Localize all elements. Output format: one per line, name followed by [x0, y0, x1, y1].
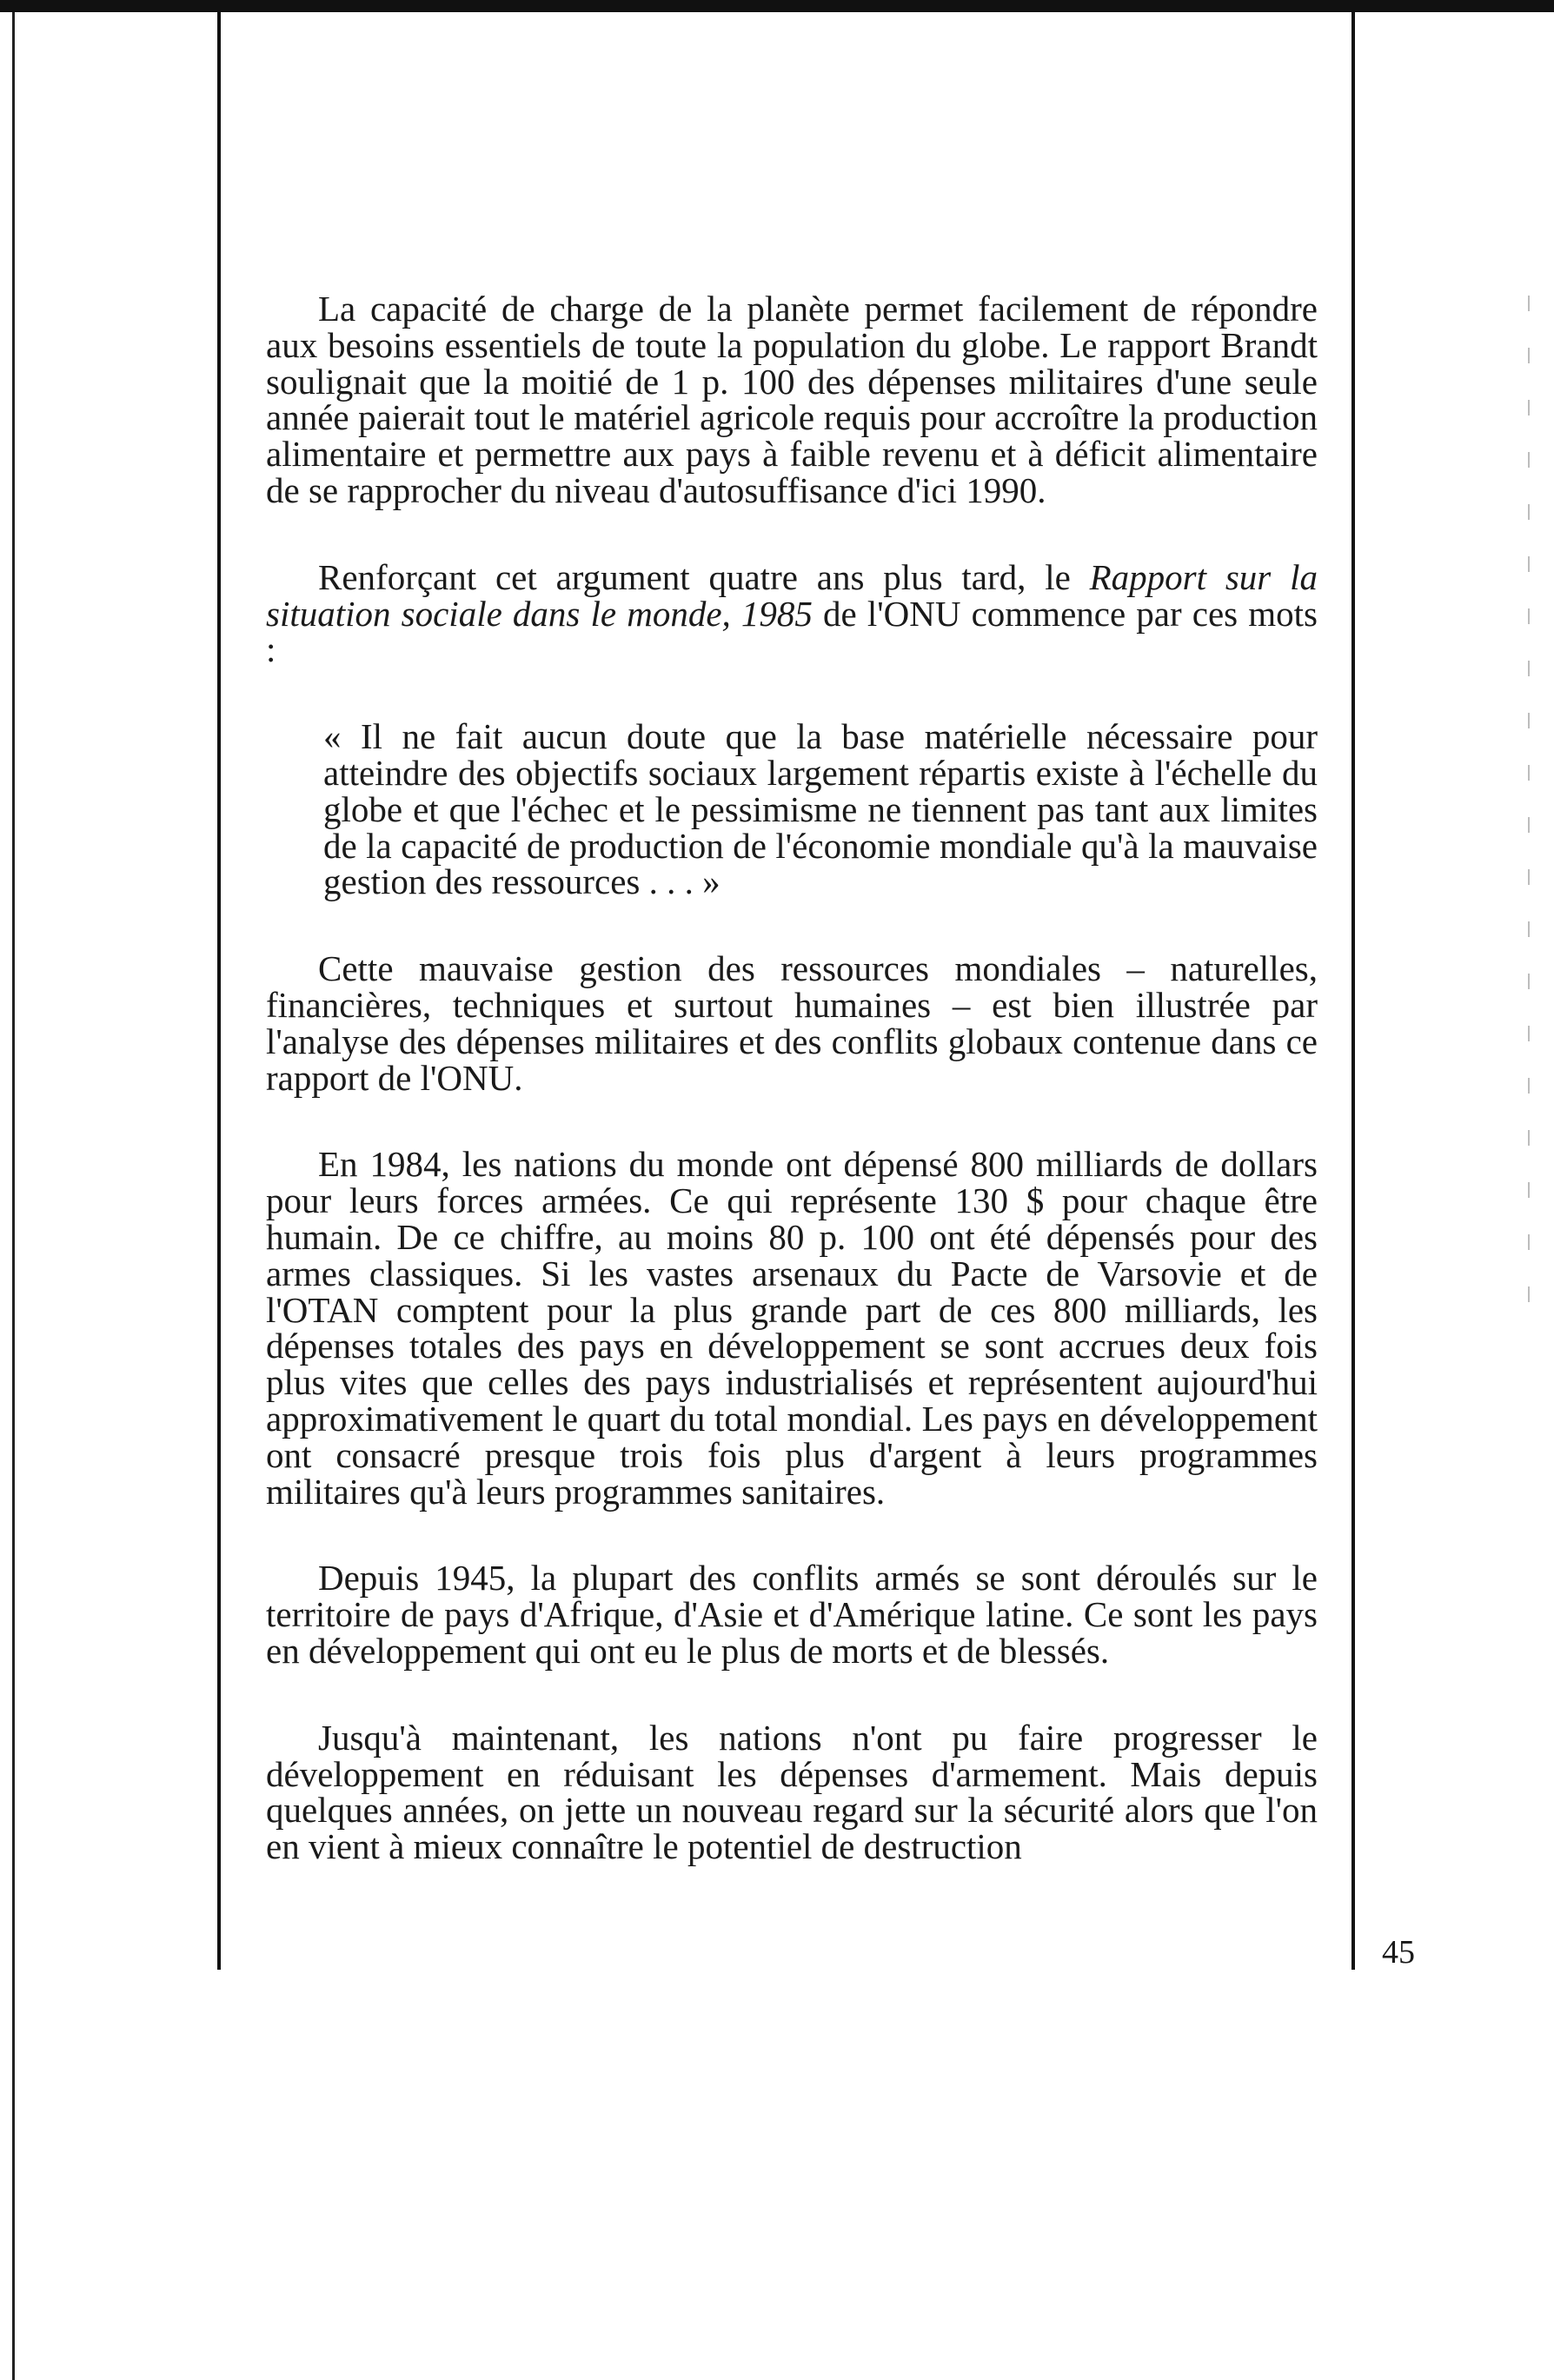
- report-intro-text: Renforçant cet argument quatre ans plus tard, le: [318, 556, 1090, 597]
- paragraph-resource-mismanagement: Cette mauvaise gestion des ressources mondiales – naturelles, financières, techniques et surtout humaines – est bien illustrée par l'analyse des dépenses militaires et des conflits globaux contenue dans ce rapport de l'ONU.: [266, 948, 1318, 1098]
- paragraph-un-report-intro: [266, 556, 1318, 670]
- paragraph-armed-conflicts: Depuis 1945, la plupart des conflits armés se sont déroulés sur le territoire de pays d'Afrique, d'Asie et d'Amérique latine. Ce sont les pays en développement qui ont eu le plus de morts et de blessés.: [266, 1558, 1318, 1671]
- scan-edge-marks: [1528, 296, 1530, 1339]
- scan-left-edge: [12, 12, 15, 2380]
- report-intro-text-end: de l'ONU commence par ces mots :: [266, 593, 1318, 670]
- paragraph-military-spending-1984: En 1984, les nations du monde ont dépensé 800 milliards de dollars pour leurs forces armées. Ce qui représente 130 $ pour chaque être humain. De ce chiffre, au moins 80 p. 100 ont été dépensés pour des armes classiques. Si les vastes arsenaux du Pacte de Varsovie et de l'OTAN comptent pour la plus grande part de ces 800 milliards, les dépenses totales des pays en développement se sont accrues deux fois plus vites que celles des pays industrialisés et représentent aujourd'hui approximativement le quart du total mondial. Les pays en développement ont consacré presque trois fois plus d'argent à leurs programmes militaires qu'à leurs programmes sanitaires.: [266, 1144, 1318, 1512]
- left-margin-rule: [217, 12, 221, 1970]
- report-title: Rapport sur la situation sociale dans le monde, 1985: [266, 556, 1318, 634]
- right-margin-rule: [1351, 12, 1355, 1970]
- page-number: 45: [1382, 1934, 1415, 1971]
- quotation-un-report: « Il ne fait aucun doute que la base matérielle nécessaire pour atteindre des objectifs sociaux largement répartis existe à l'échelle du globe et que l'échec et le pessimisme ne tiennent pas tant aux limites de la capacité de production de l'économie mondiale qu'à la mauvaise gestion des ressources . . . »: [323, 716, 1318, 902]
- paragraph-security-development: Jusqu'à maintenant, les nations n'ont pu faire progresser le développement en réduisant les dépenses d'armement. Mais depuis quelques années, on jette un nouveau regard sur la sécurité alors que l'on en vient à mieux connaître le potentiel de destruction: [266, 1717, 1318, 1867]
- paragraph-carrying-capacity: La capacité de charge de la planète permet facilement de répondre aux besoins essentiels de toute la population du globe. Le rapport Brandt soulignait que la moitié de 1 p. 100 des dépenses militaires d'une seule année paierait tout le matériel agricole requis pour accroître la production alimentaire et permettre aux pays à faible revenu et à déficit alimentaire de se rapprocher du niveau d'autosuffisance d'ici 1990.: [266, 289, 1318, 510]
- page-body: [266, 291, 1318, 1916]
- scan-top-border: [0, 0, 1554, 12]
